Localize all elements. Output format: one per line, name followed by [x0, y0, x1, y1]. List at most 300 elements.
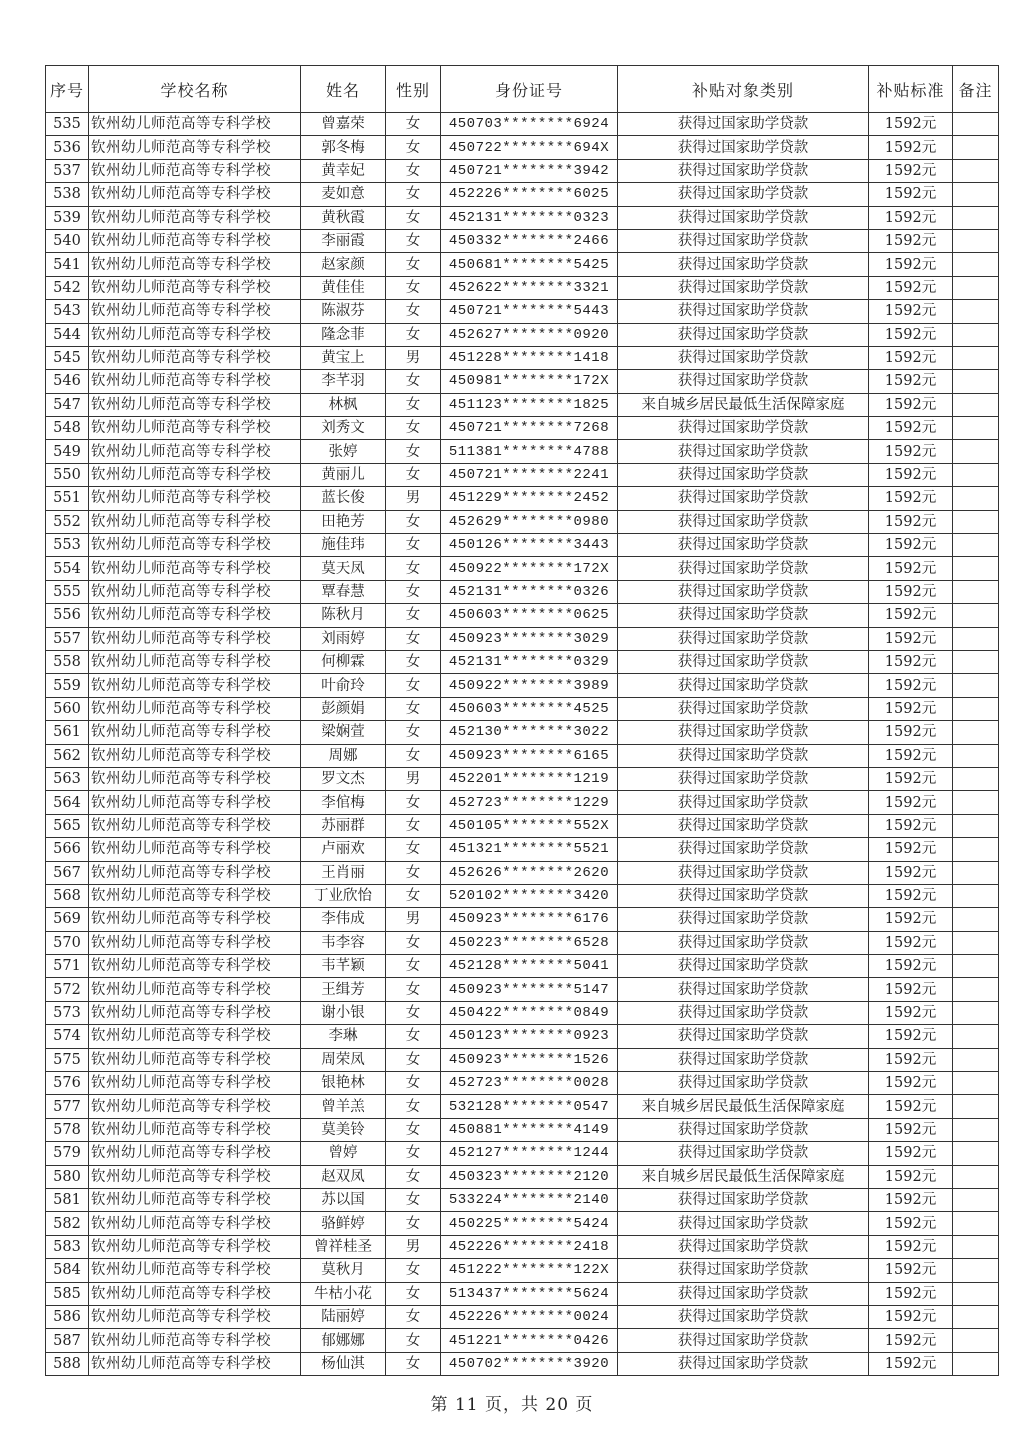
subsidy-category: 获得过国家助学贷款: [618, 276, 869, 299]
row-index: 583: [46, 1235, 89, 1258]
table-row: [46, 1048, 999, 1071]
gender: 女: [386, 1188, 441, 1211]
subsidy-category: 获得过国家助学贷款: [618, 1072, 869, 1095]
student-name: 赵双凤: [301, 1165, 386, 1188]
remarks: [953, 1165, 999, 1188]
subsidy-category: 获得过国家助学贷款: [618, 183, 869, 206]
id-number: 450981********172X: [441, 370, 618, 393]
row-index: 576: [46, 1072, 89, 1095]
id-number: 450722********694X: [441, 136, 618, 159]
header-gender: 性别: [386, 66, 441, 113]
row-index: 572: [46, 978, 89, 1001]
table-row: [46, 1142, 999, 1165]
gender: 女: [386, 463, 441, 486]
gender: 女: [386, 1259, 441, 1282]
subsidy-category: 获得过国家助学贷款: [618, 791, 869, 814]
school-name: 钦州幼儿师范高等专科学校: [89, 1095, 301, 1118]
id-number: 452627********0920: [441, 323, 618, 346]
student-name: 林枫: [301, 393, 386, 416]
subsidy-category: 获得过国家助学贷款: [618, 650, 869, 673]
subsidy-category: 获得过国家助学贷款: [618, 1188, 869, 1211]
remarks: [953, 159, 999, 182]
gender: 女: [386, 370, 441, 393]
subsidy-standard: 1592元: [869, 206, 953, 229]
subsidy-category: 获得过国家助学贷款: [618, 674, 869, 697]
remarks: [953, 767, 999, 790]
gender: 女: [386, 323, 441, 346]
subsidy-category: 获得过国家助学贷款: [618, 1212, 869, 1235]
school-name: 钦州幼儿师范高等专科学校: [89, 1305, 301, 1328]
gender: 女: [386, 814, 441, 837]
school-name: 钦州幼儿师范高等专科学校: [89, 931, 301, 954]
row-index: 573: [46, 1001, 89, 1024]
school-name: 钦州幼儿师范高等专科学校: [89, 978, 301, 1001]
table-row: [46, 650, 999, 673]
id-number: 452128********5041: [441, 955, 618, 978]
row-index: 567: [46, 861, 89, 884]
id-number: 450225********5424: [441, 1212, 618, 1235]
subsidy-standard: 1592元: [869, 1235, 953, 1258]
subsidy-category: 获得过国家助学贷款: [618, 417, 869, 440]
student-name: 赵家颜: [301, 253, 386, 276]
table-row: [46, 1282, 999, 1305]
school-name: 钦州幼儿师范高等专科学校: [89, 814, 301, 837]
gender: 女: [386, 978, 441, 1001]
gender: 女: [386, 1072, 441, 1095]
id-number: 450323********2120: [441, 1165, 618, 1188]
table-row: [46, 1235, 999, 1258]
student-name: 郁娜娜: [301, 1329, 386, 1352]
header-school: 学校名称: [89, 66, 301, 113]
subsidy-category: 来自城乡居民最低生活保障家庭: [618, 393, 869, 416]
subsidy-standard: 1592元: [869, 1259, 953, 1282]
row-index: 570: [46, 931, 89, 954]
gender: 女: [386, 955, 441, 978]
header-index: 序号: [46, 66, 89, 113]
remarks: [953, 861, 999, 884]
subsidy-standard: 1592元: [869, 721, 953, 744]
school-name: 钦州幼儿师范高等专科学校: [89, 393, 301, 416]
remarks: [953, 183, 999, 206]
row-index: 581: [46, 1188, 89, 1211]
remarks: [953, 1048, 999, 1071]
id-number: 452130********3022: [441, 721, 618, 744]
table-row: [46, 1259, 999, 1282]
id-number: 451228********1418: [441, 346, 618, 369]
student-name: 刘雨婷: [301, 627, 386, 650]
student-name: 苏丽群: [301, 814, 386, 837]
id-number: 450422********0849: [441, 1001, 618, 1024]
id-number: 452723********0028: [441, 1072, 618, 1095]
subsidy-standard: 1592元: [869, 136, 953, 159]
student-name: 王缉芳: [301, 978, 386, 1001]
gender: 男: [386, 908, 441, 931]
id-number: 451221********0426: [441, 1329, 618, 1352]
subsidy-category: 获得过国家助学贷款: [618, 487, 869, 510]
subsidy-category: 获得过国家助学贷款: [618, 463, 869, 486]
table-header-row: [46, 66, 999, 113]
remarks: [953, 276, 999, 299]
subsidy-category: 获得过国家助学贷款: [618, 838, 869, 861]
school-name: 钦州幼儿师范高等专科学校: [89, 417, 301, 440]
row-index: 543: [46, 300, 89, 323]
student-name: 骆鲜婷: [301, 1212, 386, 1235]
table-row: [46, 463, 999, 486]
subsidy-category: 获得过国家助学贷款: [618, 534, 869, 557]
student-name: 牛枯小花: [301, 1282, 386, 1305]
subsidy-category: 获得过国家助学贷款: [618, 136, 869, 159]
row-index: 540: [46, 229, 89, 252]
subsidy-standard: 1592元: [869, 1142, 953, 1165]
subsidy-standard: 1592元: [869, 346, 953, 369]
row-index: 546: [46, 370, 89, 393]
table-row: [46, 346, 999, 369]
student-name: 覃春慧: [301, 580, 386, 603]
school-name: 钦州幼儿师范高等专科学校: [89, 744, 301, 767]
row-index: 547: [46, 393, 89, 416]
subsidy-category: 获得过国家助学贷款: [618, 814, 869, 837]
table-row: [46, 674, 999, 697]
school-name: 钦州幼儿师范高等专科学校: [89, 1001, 301, 1024]
remarks: [953, 1095, 999, 1118]
id-number: 450923********5147: [441, 978, 618, 1001]
gender: 女: [386, 1025, 441, 1048]
student-name: 莫天凤: [301, 557, 386, 580]
subsidy-standard: 1592元: [869, 955, 953, 978]
subsidy-category: 获得过国家助学贷款: [618, 580, 869, 603]
subsidy-category: 获得过国家助学贷款: [618, 113, 869, 136]
subsidy-category: 获得过国家助学贷款: [618, 229, 869, 252]
row-index: 566: [46, 838, 89, 861]
subsidy-category: 来自城乡居民最低生活保障家庭: [618, 1095, 869, 1118]
student-name: 罗文杰: [301, 767, 386, 790]
school-name: 钦州幼儿师范高等专科学校: [89, 557, 301, 580]
row-index: 544: [46, 323, 89, 346]
subsidy-standard: 1592元: [869, 884, 953, 907]
gender: 女: [386, 557, 441, 580]
id-number: 450126********3443: [441, 534, 618, 557]
id-number: 450922********172X: [441, 557, 618, 580]
id-number: 452723********1229: [441, 791, 618, 814]
student-name: 卢丽欢: [301, 838, 386, 861]
id-number: 520102********3420: [441, 884, 618, 907]
subsidy-category: 获得过国家助学贷款: [618, 206, 869, 229]
gender: 女: [386, 510, 441, 533]
gender: 女: [386, 1142, 441, 1165]
subsidy-category: 获得过国家助学贷款: [618, 1329, 869, 1352]
table-row: [46, 861, 999, 884]
table-row: [46, 206, 999, 229]
subsidy-category: 获得过国家助学贷款: [618, 744, 869, 767]
id-number: 450881********4149: [441, 1118, 618, 1141]
row-index: 535: [46, 113, 89, 136]
gender: 女: [386, 393, 441, 416]
subsidy-category: 来自城乡居民最低生活保障家庭: [618, 1165, 869, 1188]
remarks: [953, 604, 999, 627]
subsidy-standard: 1592元: [869, 1165, 953, 1188]
row-index: 560: [46, 697, 89, 720]
subsidy-standard: 1592元: [869, 1095, 953, 1118]
id-number: 452226********6025: [441, 183, 618, 206]
row-index: 569: [46, 908, 89, 931]
gender: 女: [386, 229, 441, 252]
subsidy-standard: 1592元: [869, 557, 953, 580]
student-name: 苏以国: [301, 1188, 386, 1211]
table-row: [46, 557, 999, 580]
school-name: 钦州幼儿师范高等专科学校: [89, 1048, 301, 1071]
table-row: [46, 113, 999, 136]
table-row: [46, 1025, 999, 1048]
id-number: 451321********5521: [441, 838, 618, 861]
school-name: 钦州幼儿师范高等专科学校: [89, 276, 301, 299]
gender: 女: [386, 1165, 441, 1188]
id-number: 450603********0625: [441, 604, 618, 627]
row-index: 545: [46, 346, 89, 369]
subsidy-category: 获得过国家助学贷款: [618, 440, 869, 463]
id-number: 452131********0323: [441, 206, 618, 229]
school-name: 钦州幼儿师范高等专科学校: [89, 1352, 301, 1375]
id-number: 450721********3942: [441, 159, 618, 182]
header-id-number: 身份证号: [441, 66, 618, 113]
row-index: 568: [46, 884, 89, 907]
student-name: 陆丽婷: [301, 1305, 386, 1328]
school-name: 钦州幼儿师范高等专科学校: [89, 627, 301, 650]
student-name: 韦李容: [301, 931, 386, 954]
remarks: [953, 1142, 999, 1165]
id-number: 450703********6924: [441, 113, 618, 136]
id-number: 450332********2466: [441, 229, 618, 252]
gender: 男: [386, 767, 441, 790]
table-row: [46, 253, 999, 276]
school-name: 钦州幼儿师范高等专科学校: [89, 1188, 301, 1211]
school-name: 钦州幼儿师范高等专科学校: [89, 1165, 301, 1188]
student-name: 李倌梅: [301, 791, 386, 814]
remarks: [953, 1259, 999, 1282]
remarks: [953, 229, 999, 252]
table-row: [46, 1072, 999, 1095]
student-name: 蓝长俊: [301, 487, 386, 510]
id-number: 450923********6165: [441, 744, 618, 767]
subsidy-category: 获得过国家助学贷款: [618, 767, 869, 790]
row-index: 538: [46, 183, 89, 206]
subsidy-standard: 1592元: [869, 744, 953, 767]
table-row: [46, 229, 999, 252]
remarks: [953, 884, 999, 907]
subsidy-standard: 1592元: [869, 510, 953, 533]
subsidy-standard: 1592元: [869, 674, 953, 697]
row-index: 579: [46, 1142, 89, 1165]
school-name: 钦州幼儿师范高等专科学校: [89, 1282, 301, 1305]
table-row: [46, 323, 999, 346]
subsidy-standard: 1592元: [869, 931, 953, 954]
subsidy-category: 获得过国家助学贷款: [618, 323, 869, 346]
id-number: 513437********5624: [441, 1282, 618, 1305]
student-name: 莫美铃: [301, 1118, 386, 1141]
gender: 女: [386, 1282, 441, 1305]
student-name: 杨仙淇: [301, 1352, 386, 1375]
student-name: 黄佳佳: [301, 276, 386, 299]
student-name: 黄丽儿: [301, 463, 386, 486]
row-index: 550: [46, 463, 89, 486]
school-name: 钦州幼儿师范高等专科学校: [89, 463, 301, 486]
gender: 女: [386, 1048, 441, 1071]
remarks: [953, 463, 999, 486]
id-number: 452226********2418: [441, 1235, 618, 1258]
table-row: [46, 417, 999, 440]
id-number: 451229********2452: [441, 487, 618, 510]
remarks: [953, 323, 999, 346]
subsidy-category: 获得过国家助学贷款: [618, 1259, 869, 1282]
id-number: 450923********3029: [441, 627, 618, 650]
remarks: [953, 744, 999, 767]
remarks: [953, 931, 999, 954]
id-number: 532128********0547: [441, 1095, 618, 1118]
remarks: [953, 1352, 999, 1375]
school-name: 钦州幼儿师范高等专科学校: [89, 1329, 301, 1352]
id-number: 452131********0326: [441, 580, 618, 603]
student-name: 曾婷: [301, 1142, 386, 1165]
school-name: 钦州幼儿师范高等专科学校: [89, 229, 301, 252]
table-row: [46, 440, 999, 463]
id-number: 452201********1219: [441, 767, 618, 790]
remarks: [953, 838, 999, 861]
table-row: [46, 487, 999, 510]
table-row: [46, 276, 999, 299]
subsidy-standard: 1592元: [869, 393, 953, 416]
student-name: 何柳霖: [301, 650, 386, 673]
remarks: [953, 510, 999, 533]
gender: 女: [386, 627, 441, 650]
id-number: 450603********4525: [441, 697, 618, 720]
header-standard: 补贴标准: [869, 66, 953, 113]
remarks: [953, 1072, 999, 1095]
remarks: [953, 674, 999, 697]
gender: 女: [386, 1095, 441, 1118]
student-name: 李芊羽: [301, 370, 386, 393]
school-name: 钦州幼儿师范高等专科学校: [89, 1142, 301, 1165]
subsidy-standard: 1592元: [869, 323, 953, 346]
subsidy-category: 获得过国家助学贷款: [618, 370, 869, 393]
gender: 女: [386, 861, 441, 884]
student-name: 曾羊羔: [301, 1095, 386, 1118]
school-name: 钦州幼儿师范高等专科学校: [89, 1025, 301, 1048]
gender: 女: [386, 884, 441, 907]
school-name: 钦州幼儿师范高等专科学校: [89, 697, 301, 720]
student-name: 麦如意: [301, 183, 386, 206]
school-name: 钦州幼儿师范高等专科学校: [89, 510, 301, 533]
row-index: 575: [46, 1048, 89, 1071]
header-name: 姓名: [301, 66, 386, 113]
id-number: 451222********122X: [441, 1259, 618, 1282]
school-name: 钦州幼儿师范高等专科学校: [89, 908, 301, 931]
school-name: 钦州幼儿师范高等专科学校: [89, 253, 301, 276]
school-name: 钦州幼儿师范高等专科学校: [89, 884, 301, 907]
id-number: 450922********3989: [441, 674, 618, 697]
remarks: [953, 627, 999, 650]
remarks: [953, 1025, 999, 1048]
remarks: [953, 1329, 999, 1352]
subsidy-table: [45, 65, 999, 1376]
school-name: 钦州幼儿师范高等专科学校: [89, 1235, 301, 1258]
subsidy-standard: 1592元: [869, 767, 953, 790]
table-row: [46, 510, 999, 533]
subsidy-standard: 1592元: [869, 1025, 953, 1048]
table-row: [46, 884, 999, 907]
remarks: [953, 113, 999, 136]
row-index: 542: [46, 276, 89, 299]
row-index: 577: [46, 1095, 89, 1118]
gender: 女: [386, 440, 441, 463]
row-index: 586: [46, 1305, 89, 1328]
school-name: 钦州幼儿师范高等专科学校: [89, 955, 301, 978]
student-name: 陈淑芬: [301, 300, 386, 323]
row-index: 555: [46, 580, 89, 603]
id-number: 450721********7268: [441, 417, 618, 440]
student-name: 彭颜娟: [301, 697, 386, 720]
student-name: 丁业欣怡: [301, 884, 386, 907]
row-index: 574: [46, 1025, 89, 1048]
subsidy-category: 获得过国家助学贷款: [618, 931, 869, 954]
subsidy-standard: 1592元: [869, 1072, 953, 1095]
student-name: 周娜: [301, 744, 386, 767]
table-row: [46, 393, 999, 416]
subsidy-standard: 1592元: [869, 1048, 953, 1071]
id-number: 452622********3321: [441, 276, 618, 299]
subsidy-standard: 1592元: [869, 463, 953, 486]
subsidy-standard: 1592元: [869, 1212, 953, 1235]
school-name: 钦州幼儿师范高等专科学校: [89, 674, 301, 697]
remarks: [953, 978, 999, 1001]
table-row: [46, 183, 999, 206]
student-name: 莫秋月: [301, 1259, 386, 1282]
school-name: 钦州幼儿师范高等专科学校: [89, 534, 301, 557]
id-number: 450223********6528: [441, 931, 618, 954]
school-name: 钦州幼儿师范高等专科学校: [89, 580, 301, 603]
school-name: 钦州幼儿师范高等专科学校: [89, 721, 301, 744]
subsidy-standard: 1592元: [869, 1329, 953, 1352]
id-number: 450681********5425: [441, 253, 618, 276]
id-number: 533224********2140: [441, 1188, 618, 1211]
subsidy-category: 获得过国家助学贷款: [618, 1142, 869, 1165]
subsidy-category: 获得过国家助学贷款: [618, 1001, 869, 1024]
remarks: [953, 908, 999, 931]
student-name: 黄宝上: [301, 346, 386, 369]
remarks: [953, 370, 999, 393]
school-name: 钦州幼儿师范高等专科学校: [89, 159, 301, 182]
school-name: 钦州幼儿师范高等专科学校: [89, 1259, 301, 1282]
remarks: [953, 440, 999, 463]
student-name: 张婷: [301, 440, 386, 463]
subsidy-standard: 1592元: [869, 1352, 953, 1375]
table-row: [46, 1118, 999, 1141]
row-index: 562: [46, 744, 89, 767]
gender: 女: [386, 1001, 441, 1024]
student-name: 黄秋霞: [301, 206, 386, 229]
remarks: [953, 721, 999, 744]
gender: 男: [386, 346, 441, 369]
gender: 女: [386, 159, 441, 182]
subsidy-category: 获得过国家助学贷款: [618, 510, 869, 533]
page-number: 第 11 页，共 20 页: [430, 1395, 594, 1415]
school-name: 钦州幼儿师范高等专科学校: [89, 113, 301, 136]
row-index: 588: [46, 1352, 89, 1375]
table-row: [46, 721, 999, 744]
subsidy-standard: 1592元: [869, 159, 953, 182]
id-number: 452629********0980: [441, 510, 618, 533]
table-row: [46, 1352, 999, 1375]
subsidy-category: 获得过国家助学贷款: [618, 955, 869, 978]
subsidy-category: 获得过国家助学贷款: [618, 1235, 869, 1258]
